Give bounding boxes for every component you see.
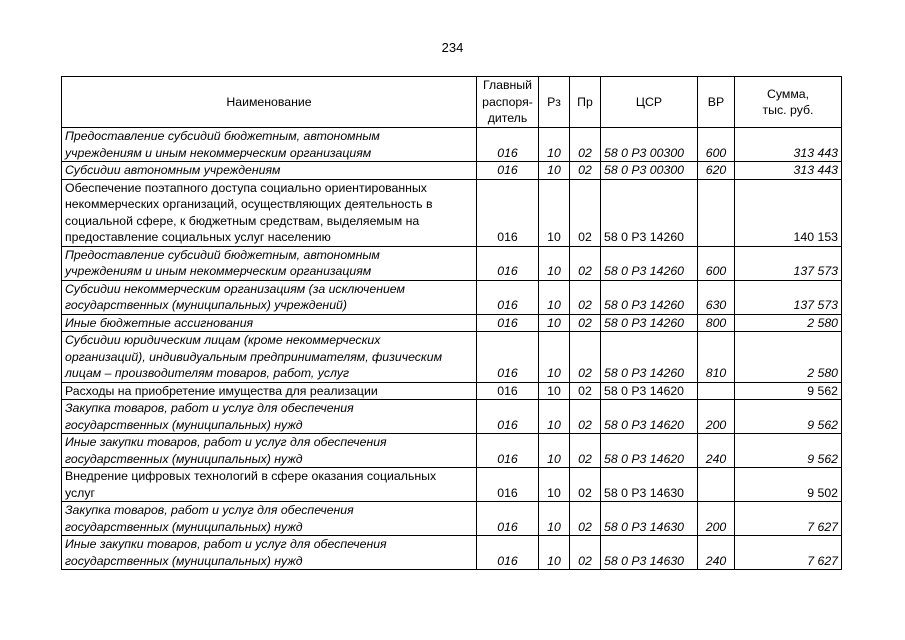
row-admin: 016 xyxy=(477,502,539,536)
row-admin: 016 xyxy=(477,280,539,314)
row-pr: 02 xyxy=(570,128,601,162)
row-vr xyxy=(698,179,735,246)
row-csr: 58 0 Р3 14260 xyxy=(601,280,698,314)
row-name: Закупка товаров, работ и услуг для обеспечения государственных (муниципальных) нужд xyxy=(62,502,477,536)
row-csr: 58 0 Р3 14620 xyxy=(601,382,698,400)
table-row xyxy=(62,162,842,180)
row-csr: 58 0 Р3 14260 xyxy=(601,179,698,246)
table-row xyxy=(62,502,842,536)
row-csr: 58 0 Р3 00300 xyxy=(601,162,698,180)
row-admin: 016 xyxy=(477,382,539,400)
row-sum: 313 443 xyxy=(735,162,842,180)
row-vr xyxy=(698,468,735,502)
row-csr: 58 0 Р3 14630 xyxy=(601,468,698,502)
row-rz: 10 xyxy=(539,162,570,180)
row-vr: 630 xyxy=(698,280,735,314)
row-vr: 810 xyxy=(698,332,735,383)
row-sum: 9 562 xyxy=(735,434,842,468)
row-name: Предоставление субсидий бюджетным, автономным учреждениям и иным некоммерческим организациям xyxy=(62,128,477,162)
row-vr: 240 xyxy=(698,536,735,570)
table-row xyxy=(62,332,842,383)
row-name: Внедрение цифровых технологий в сфере оказания социальных услуг xyxy=(62,468,477,502)
table-row xyxy=(62,536,842,570)
row-pr: 02 xyxy=(570,400,601,434)
row-rz: 10 xyxy=(539,536,570,570)
row-vr: 600 xyxy=(698,246,735,280)
row-admin: 016 xyxy=(477,246,539,280)
row-admin: 016 xyxy=(477,128,539,162)
row-sum: 137 573 xyxy=(735,280,842,314)
row-rz: 10 xyxy=(539,434,570,468)
row-name: Иные закупки товаров, работ и услуг для обеспечения государственных (муниципальных) нужд xyxy=(62,536,477,570)
row-sum: 2 580 xyxy=(735,314,842,332)
row-admin: 016 xyxy=(477,332,539,383)
row-vr: 800 xyxy=(698,314,735,332)
row-pr: 02 xyxy=(570,280,601,314)
row-rz: 10 xyxy=(539,128,570,162)
page-number: 234 xyxy=(441,40,464,55)
header-sum: Сумма, тыс. руб. xyxy=(735,77,842,128)
row-vr: 600 xyxy=(698,128,735,162)
row-name: Субсидии автономным учреждениям xyxy=(62,162,477,180)
row-csr: 58 0 Р3 14260 xyxy=(601,314,698,332)
row-sum: 140 153 xyxy=(735,179,842,246)
row-admin: 016 xyxy=(477,400,539,434)
row-sum: 9 502 xyxy=(735,468,842,502)
row-pr: 02 xyxy=(570,179,601,246)
row-rz: 10 xyxy=(539,332,570,383)
header-name: Наименование xyxy=(62,77,477,128)
row-rz: 10 xyxy=(539,502,570,536)
header-rz: Рз xyxy=(539,77,570,128)
row-vr: 240 xyxy=(698,434,735,468)
table-row xyxy=(62,468,842,502)
row-sum: 9 562 xyxy=(735,382,842,400)
row-name: Иные закупки товаров, работ и услуг для обеспечения государственных (муниципальных) нужд xyxy=(62,434,477,468)
row-pr: 02 xyxy=(570,536,601,570)
table-row xyxy=(62,382,842,400)
row-rz: 10 xyxy=(539,280,570,314)
row-vr: 200 xyxy=(698,502,735,536)
table-row xyxy=(62,128,842,162)
row-sum: 2 580 xyxy=(735,332,842,383)
row-name: Расходы на приобретение имущества для реализации xyxy=(62,382,477,400)
row-name: Иные бюджетные ассигнования xyxy=(62,314,477,332)
row-csr: 58 0 Р3 00300 xyxy=(601,128,698,162)
table-row xyxy=(62,400,842,434)
budget-table xyxy=(61,76,842,570)
row-csr: 58 0 Р3 14260 xyxy=(601,246,698,280)
row-rz: 10 xyxy=(539,179,570,246)
row-pr: 02 xyxy=(570,332,601,383)
row-name: Обеспечение поэтапного доступа социально ориентированных некоммерческих организаций, осуществляющих деятельность в социальной сфере, к бюджетным средствам, выделяемым на предоставление социальных услуг населению xyxy=(62,179,477,246)
row-rz: 10 xyxy=(539,314,570,332)
row-pr: 02 xyxy=(570,434,601,468)
row-vr xyxy=(698,382,735,400)
row-pr: 02 xyxy=(570,502,601,536)
table-row xyxy=(62,434,842,468)
row-pr: 02 xyxy=(570,246,601,280)
row-name: Субсидии юридическим лицам (кроме некоммерческих организаций), индивидуальным предпринимателям, физическим лицам – производителям товаров, работ, услуг xyxy=(62,332,477,383)
row-pr: 02 xyxy=(570,162,601,180)
row-sum: 7 627 xyxy=(735,502,842,536)
row-admin: 016 xyxy=(477,536,539,570)
row-vr: 620 xyxy=(698,162,735,180)
row-csr: 58 0 Р3 14620 xyxy=(601,400,698,434)
row-name: Субсидии некоммерческим организациям (за исключением государственных (муниципальных) учреждений) xyxy=(62,280,477,314)
row-admin: 016 xyxy=(477,179,539,246)
header-admin: Главный распоря- дитель xyxy=(477,77,539,128)
row-admin: 016 xyxy=(477,314,539,332)
table-row xyxy=(62,280,842,314)
table-row xyxy=(62,314,842,332)
row-pr: 02 xyxy=(570,314,601,332)
row-sum: 9 562 xyxy=(735,400,842,434)
row-pr: 02 xyxy=(570,468,601,502)
row-pr: 02 xyxy=(570,382,601,400)
row-admin: 016 xyxy=(477,162,539,180)
row-csr: 58 0 Р3 14260 xyxy=(601,332,698,383)
row-admin: 016 xyxy=(477,468,539,502)
table-header-row xyxy=(62,77,842,128)
row-sum: 313 443 xyxy=(735,128,842,162)
row-rz: 10 xyxy=(539,246,570,280)
row-vr: 200 xyxy=(698,400,735,434)
row-rz: 10 xyxy=(539,468,570,502)
table-row xyxy=(62,246,842,280)
row-sum: 137 573 xyxy=(735,246,842,280)
row-rz: 10 xyxy=(539,400,570,434)
table-row xyxy=(62,179,842,246)
row-name: Закупка товаров, работ и услуг для обеспечения государственных (муниципальных) нужд xyxy=(62,400,477,434)
header-vr: ВР xyxy=(698,77,735,128)
row-csr: 58 0 Р3 14630 xyxy=(601,502,698,536)
header-csr: ЦСР xyxy=(601,77,698,128)
header-pr: Пр xyxy=(570,77,601,128)
row-name: Предоставление субсидий бюджетным, автономным учреждениям и иным некоммерческим организациям xyxy=(62,246,477,280)
row-csr: 58 0 Р3 14620 xyxy=(601,434,698,468)
row-rz: 10 xyxy=(539,382,570,400)
row-admin: 016 xyxy=(477,434,539,468)
row-csr: 58 0 Р3 14630 xyxy=(601,536,698,570)
row-sum: 7 627 xyxy=(735,536,842,570)
